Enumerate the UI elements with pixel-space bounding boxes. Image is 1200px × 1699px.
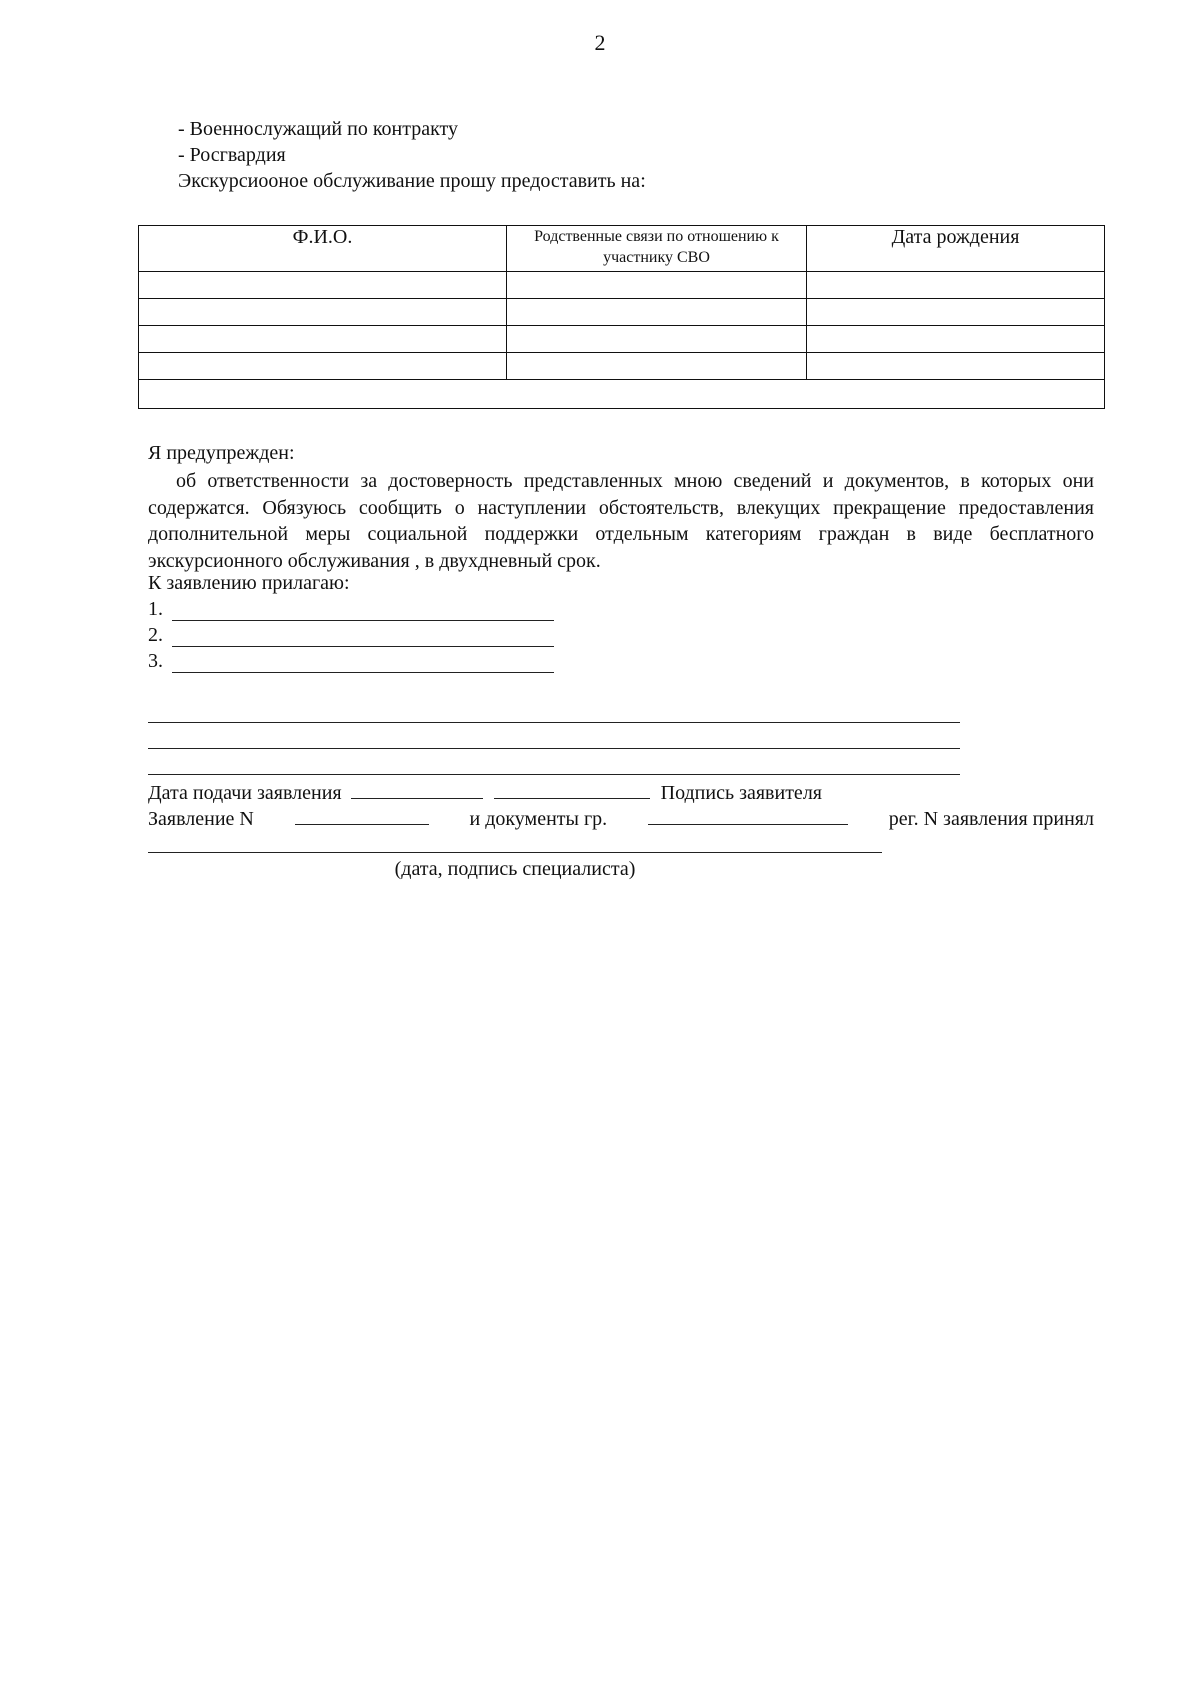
signature-label: Подпись заявителя [660, 782, 822, 804]
blank-line-1[interactable] [148, 722, 960, 723]
cell-birth-date[interactable] [807, 272, 1105, 299]
attachment-line-3[interactable] [172, 672, 554, 673]
attachment-number-1: 1. [148, 598, 163, 620]
attachment-line-2[interactable] [172, 646, 554, 647]
category-contract-soldier: - Военнослужащий по контракту [178, 118, 459, 140]
date-label: Дата подачи заявления [148, 782, 342, 804]
signature-blank[interactable] [494, 780, 650, 799]
cell-relationship[interactable] [507, 353, 807, 380]
cell-relationship[interactable] [507, 326, 807, 353]
table-row [139, 299, 1105, 326]
specialist-caption: (дата, подпись специалиста) [394, 858, 636, 880]
category-rosgvardia: - Росгвардия [178, 144, 286, 166]
registration-line [148, 806, 1094, 831]
family-members-table [138, 225, 1105, 409]
cell-birth-date[interactable] [807, 299, 1105, 326]
cell-fio[interactable] [139, 299, 507, 326]
cell-fio[interactable] [139, 353, 507, 380]
table-row [139, 326, 1105, 353]
warning-paragraph: об ответственности за достоверность представленных мною сведений и документов, в которых они содержатся. Обязуюсь сообщить о наступлении обстоятельств, влекущих прекращение предоставления дополнительной меры социальной поддержки отдельным категориям граждан в виде бесплатного экскурсионного обслуживания , в двухдневный срок. [148, 470, 1094, 572]
specialist-signature-line[interactable] [148, 852, 882, 853]
attachments-heading: К заявлению прилагаю: [148, 572, 350, 594]
header-birth-date: Дата рождения [807, 226, 1105, 272]
cell-merged[interactable] [139, 380, 1105, 409]
cell-birth-date[interactable] [807, 353, 1105, 380]
attachment-number-2: 2. [148, 624, 163, 646]
page-number: 2 [594, 30, 606, 55]
cell-fio[interactable] [139, 326, 507, 353]
reg-label: рег. N заявления принял [888, 808, 1094, 830]
table-row [139, 353, 1105, 380]
cell-relationship[interactable] [507, 299, 807, 326]
cell-relationship[interactable] [507, 272, 807, 299]
cell-birth-date[interactable] [807, 326, 1105, 353]
statement-label: Заявление N [148, 808, 254, 830]
request-line: Экскурсиооное обслуживание прошу предоставить на: [178, 170, 646, 192]
blank-line-3[interactable] [148, 774, 960, 775]
statement-number-blank[interactable] [295, 806, 429, 825]
citizen-name-blank[interactable] [648, 806, 848, 825]
attachment-number-3: 3. [148, 650, 163, 672]
table-row [139, 272, 1105, 299]
table-header-row [139, 226, 1105, 272]
date-blank[interactable] [351, 780, 483, 799]
attachment-line-1[interactable] [172, 620, 554, 621]
blank-line-2[interactable] [148, 748, 960, 749]
documents-label: и документы гр. [469, 808, 608, 830]
submission-line [148, 780, 822, 805]
header-relationship: Родственные связи по отношению к участнику СВО [507, 226, 807, 272]
table-row-merged [139, 380, 1105, 409]
cell-fio[interactable] [139, 272, 507, 299]
warning-heading: Я предупрежден: [148, 442, 295, 464]
header-fio: Ф.И.О. [139, 226, 507, 272]
